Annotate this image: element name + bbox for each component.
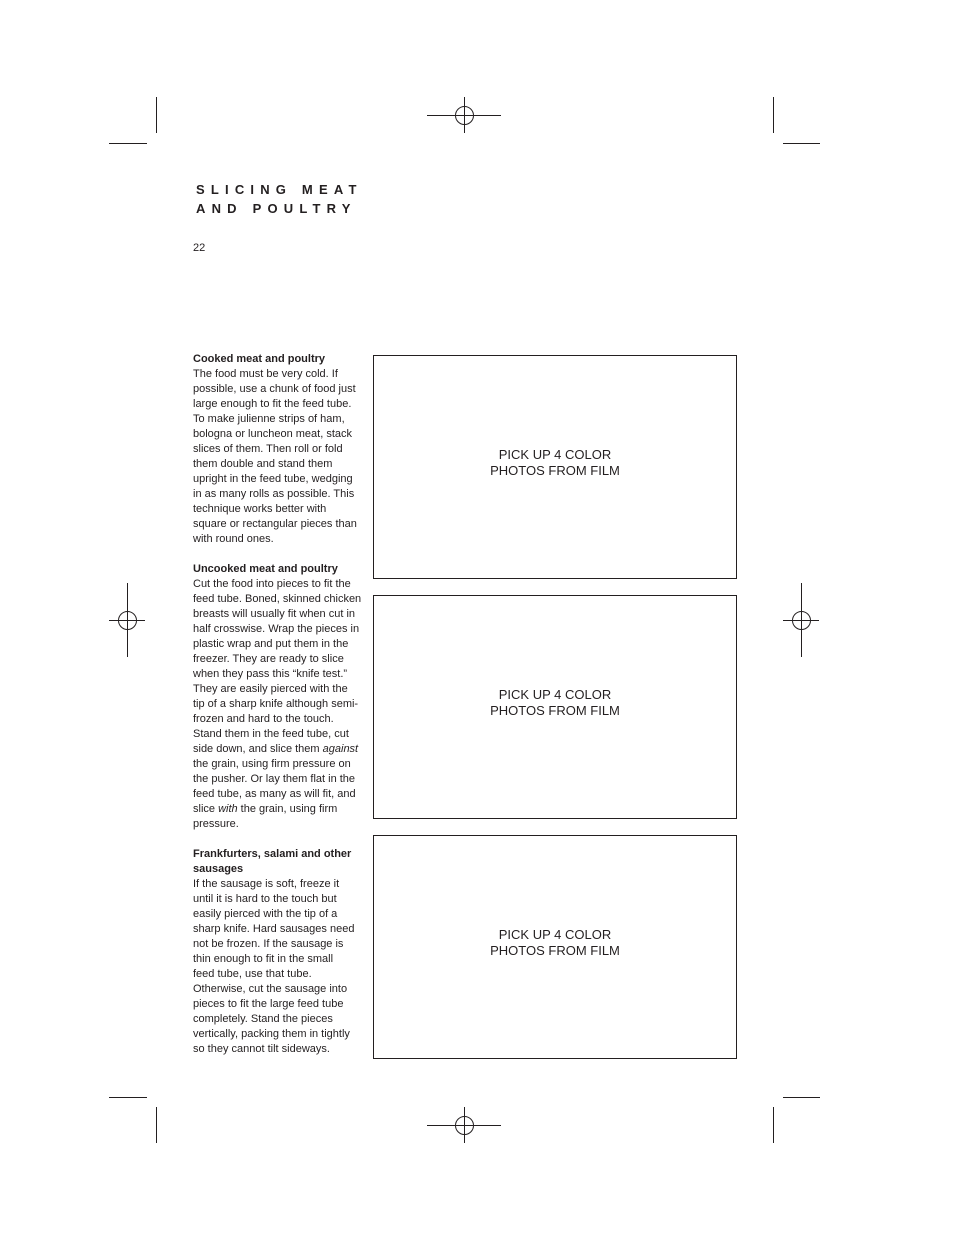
photo-caption-line: PHOTOS FROM FILM xyxy=(490,703,620,718)
registration-mark xyxy=(427,1107,502,1144)
registration-line xyxy=(127,583,128,657)
text-line: They are easily pierced with the xyxy=(193,683,348,695)
section-paragraph xyxy=(193,577,365,832)
text-line: upright in the feed tube, wedging xyxy=(193,473,353,485)
text-line: If the sausage is soft, freeze it xyxy=(193,878,340,890)
text-line: thin enough to fit in the small xyxy=(193,953,334,965)
text-line: frozen and hard to the touch. xyxy=(193,713,334,725)
text-line: slice xyxy=(193,803,219,815)
section-cooked-meat xyxy=(193,352,365,547)
section-paragraph xyxy=(193,877,365,1057)
emphasis: against xyxy=(322,743,359,755)
text-line: half crosswise. Wrap the pieces in xyxy=(193,623,360,635)
registration-line xyxy=(464,97,465,133)
crop-mark xyxy=(783,143,820,144)
photo-caption-line: PICK UP 4 COLOR xyxy=(498,927,612,942)
text-line: completely. Stand the pieces xyxy=(193,1013,333,1025)
text-line: feed tube, as many as will fit, and xyxy=(193,788,356,800)
photo-caption xyxy=(480,687,630,719)
text-line: pieces to fit the large feed tube xyxy=(193,998,344,1010)
heading-line: Frankfurters, salami and other xyxy=(193,848,352,860)
section-heading: Cooked meat and poultry xyxy=(193,353,326,365)
crop-mark xyxy=(156,1107,157,1143)
text-line: in as many rolls as possible. This xyxy=(193,488,355,500)
photo-caption xyxy=(480,447,630,479)
text-line: vertically, packing them in tightly xyxy=(193,1028,350,1040)
text-line: with round ones. xyxy=(193,533,274,545)
text-line: slices of them. Then roll or fold xyxy=(193,443,343,455)
registration-line xyxy=(801,583,802,657)
crop-mark xyxy=(156,97,157,133)
photo-caption xyxy=(480,927,630,959)
text-line: square or rectangular pieces than xyxy=(193,518,357,530)
photo-placeholder xyxy=(373,595,737,819)
registration-mark xyxy=(783,583,820,658)
text-line: not be frozen. If the sausage is xyxy=(193,938,344,950)
text-line: bologna or luncheon meat, stack xyxy=(193,428,352,440)
crop-mark xyxy=(773,1107,774,1143)
text-line: plastic wrap and put them in the xyxy=(193,638,349,650)
photo-placeholder xyxy=(373,355,737,579)
text-line: feed tube, use that tube. xyxy=(193,968,312,980)
text-line: pressure. xyxy=(193,818,239,830)
photo-caption-line: PHOTOS FROM FILM xyxy=(490,463,620,478)
text-line: To make julienne strips of ham, xyxy=(193,413,345,425)
photo-placeholder xyxy=(373,835,737,1059)
page-title-line: SLICING MEAT xyxy=(196,182,363,197)
crop-mark xyxy=(109,1097,147,1098)
text-line: feed tube. Boned, skinned chicken xyxy=(193,593,362,605)
section-paragraph xyxy=(193,367,365,547)
text-line: easily pierced with the tip of a xyxy=(193,908,338,920)
text-line: Cut the food into pieces to fit the xyxy=(193,578,351,590)
text-line: Otherwise, cut the sausage into xyxy=(193,983,348,995)
text-line: tip of a sharp knife although semi- xyxy=(193,698,359,710)
text-line: the grain, using firm xyxy=(237,803,338,815)
text-line: side down, and slice them xyxy=(193,743,323,755)
text-line: The food must be very cold. If xyxy=(193,368,338,380)
body-text-column xyxy=(193,352,365,1072)
text-line: when they pass this “knife test.” xyxy=(193,668,348,680)
text-line: technique works better with xyxy=(193,503,327,515)
text-line: Stand them in the feed tube, cut xyxy=(193,728,349,740)
registration-mark xyxy=(109,583,146,658)
text-line: sharp knife. Hard sausages need xyxy=(193,923,355,935)
text-line: the pusher. Or lay them flat in the xyxy=(193,773,356,785)
section-uncooked-meat xyxy=(193,562,365,832)
text-line: until it is hard to the touch but xyxy=(193,893,337,905)
text-line: possible, use a chunk of food just xyxy=(193,383,356,395)
crop-mark xyxy=(783,1097,820,1098)
text-line: large enough to fit the feed tube. xyxy=(193,398,352,410)
text-line: freezer. They are ready to slice xyxy=(193,653,344,665)
registration-mark xyxy=(427,97,502,134)
crop-mark xyxy=(109,143,147,144)
crop-mark xyxy=(773,97,774,133)
page-title-line: AND POULTRY xyxy=(196,201,357,216)
photo-caption-line: PICK UP 4 COLOR xyxy=(498,447,612,462)
text-line: breasts will usually fit when cut in xyxy=(193,608,356,620)
text-line: them double and stand them xyxy=(193,458,333,470)
text-line: the grain, using firm pressure on xyxy=(193,758,351,770)
photo-caption-line: PICK UP 4 COLOR xyxy=(498,687,612,702)
section-sausages xyxy=(193,847,365,1057)
page-number: 22 xyxy=(193,242,206,254)
page-title xyxy=(196,180,363,218)
section-heading: Uncooked meat and poultry xyxy=(193,563,338,575)
text-line: so they cannot tilt sideways. xyxy=(193,1043,330,1055)
photo-caption-line: PHOTOS FROM FILM xyxy=(490,943,620,958)
heading-line: sausages xyxy=(193,863,244,875)
registration-line xyxy=(464,1107,465,1143)
emphasis: with xyxy=(218,803,238,815)
section-heading xyxy=(193,847,365,877)
